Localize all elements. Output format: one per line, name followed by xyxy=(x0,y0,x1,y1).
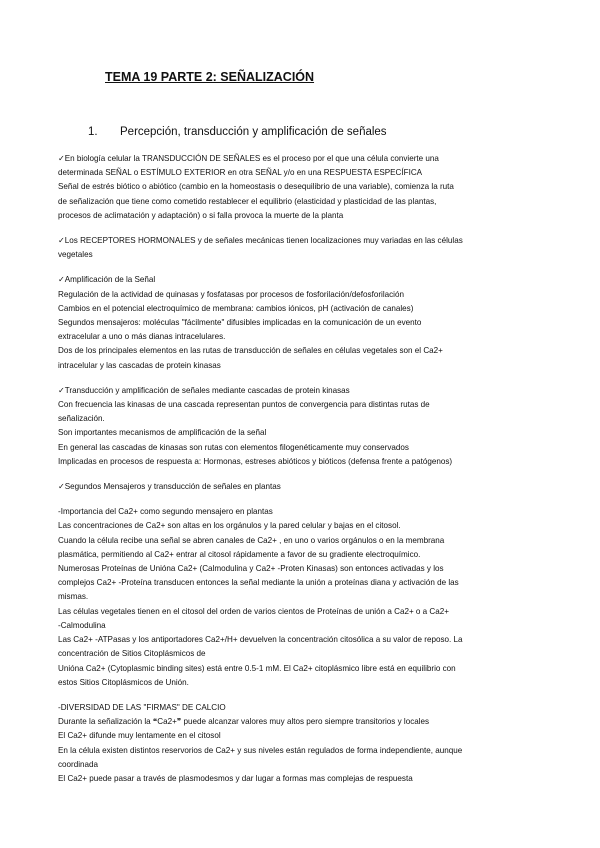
text-line: -Importancia del Ca2+ como segundo mensajero en plantas xyxy=(58,507,273,517)
text-line: coordinada xyxy=(58,759,99,769)
text-line: ✓Segundos Mensajeros y transducción de señales en plantas xyxy=(58,482,281,492)
text-line: -DIVERSIDAD DE LAS "FIRMAS" DE CALCIO xyxy=(58,702,226,712)
paragraph-gap xyxy=(58,469,558,480)
text-line: complejos Ca2+ -Proteína transducen entonces la señal mediante la unión a proteínas diana y activación de las xyxy=(58,578,459,588)
text-line: extracelular a uno o más dianas intracelulares. xyxy=(58,332,226,342)
text-line: plasmática, permitiendo al Ca2+ entrar al citosol rápidamente a favor de su gradiente electroquímico. xyxy=(58,549,421,559)
text-line: ✓Los RECEPTORES HORMONALES y de señales mecánicas tienen localizaciones muy variadas en las células xyxy=(58,236,463,246)
text-line: Segundos mensajeros: moléculas "fácilmente" difusibles implicadas en la comunicación de un evento xyxy=(58,318,422,328)
paragraph-gap xyxy=(58,494,558,505)
text-line: El Ca2+ difunde muy lentamente en el citosol xyxy=(58,731,221,741)
document-body xyxy=(58,152,558,786)
text-line: Las concentraciones de Ca2+ son altas en los orgánulos y la pared celular y bajas en el citosol. xyxy=(58,521,401,531)
paragraph-gap xyxy=(58,262,558,273)
section-heading-text: Percepción, transducción y amplificación de señales xyxy=(120,126,387,138)
text-line: ✓En biología celular la TRANSDUCCIÓN DE SEÑALES es el proceso por el que una célula convierte una xyxy=(58,154,439,163)
text-line: determinada SEÑAL o ESTÍMULO EXTERIOR en otra SEÑAL y/o en una RESPUESTA ESPECÍFICA xyxy=(58,168,423,178)
text-line: Unióna Ca2+ (Cytoplasmic binding sites) está entre 0.5-1 mM. El Ca2+ citoplásmico libre está en equilibrio con xyxy=(58,663,456,673)
paragraph-block xyxy=(58,234,558,262)
text-line: intracelular y las cascadas de protein kinasas xyxy=(58,360,221,370)
text-line: Las células vegetales tienen en el citosol del orden de varios cientos de Proteínas de unión a Ca2+ o a Ca2+ xyxy=(58,606,450,616)
text-line: Implicadas en procesos de respuesta a: Hormonas, estreses abióticos y bióticos (defensa frente a patógenos) xyxy=(58,456,453,466)
text-line: El Ca2+ puede pasar a través de plasmodesmos y dar lugar a formas mas complejas de respuesta xyxy=(58,773,413,783)
paragraph-gap xyxy=(58,223,558,234)
text-line: Durante la señalización la ❝Ca2+❞ puede alcanzar valores muy altos pero siempre transitorios y locales xyxy=(58,717,430,727)
text-line: de señalización que tiene como cometido restablecer el equilibrio (elasticidad y plasticidad de las plantas, xyxy=(58,196,437,206)
paragraph-block xyxy=(58,152,558,223)
paragraph-gap xyxy=(58,373,558,384)
paragraph-block xyxy=(58,505,558,690)
text-line: mismas. xyxy=(58,592,89,602)
paragraph-gap xyxy=(58,690,558,701)
text-line: Cuando la célula recibe una señal se abren canales de Ca2+ , en uno o varios orgánulos o en la membrana xyxy=(58,535,445,545)
paragraph-block xyxy=(58,384,558,469)
paragraph-block xyxy=(58,701,558,786)
text-line: -Calmodulina xyxy=(58,620,106,630)
text-line: En la célula existen distintos reservorios de Ca2+ y sus niveles están regulados de forma independiente, aunque xyxy=(58,745,463,755)
section-heading xyxy=(88,126,387,138)
text-line: Numerosas Proteínas de Unióna Ca2+ (Calmodulina y Ca2+ -Proten Kinasas) son entonces activadas y los xyxy=(58,564,444,574)
text-line: concentración de Sitios Citoplásmicos de xyxy=(58,649,206,659)
text-line: ✓Transducción y amplificación de señales mediante cascadas de protein kinasas xyxy=(58,385,350,395)
text-line: Las Ca2+ -ATPasas y los antiportadores Ca2+/H+ devuelven la concentración citosólica a su valor de reposo. La xyxy=(58,635,463,645)
text-line: Señal de estrés biótico o abiótico (cambio en la homeostasis o desequilibrio de una variable), comienza la ruta xyxy=(58,182,454,192)
text-line: En general las cascadas de kinasas son rutas con elementos filogenéticamente muy conservados xyxy=(58,442,409,452)
document-title: TEMA 19 PARTE 2: SEÑALIZACIÓN xyxy=(105,70,315,84)
paragraph-block xyxy=(58,480,558,494)
text-line: Regulación de la actividad de quinasas y fosfatasas por procesos de fosforilación/defosforilación xyxy=(58,289,404,299)
text-line: Dos de los principales elementos en las rutas de transducción de señales en células vegetales son el Ca2+ xyxy=(58,346,443,356)
text-line: procesos de aclimatación y adaptación) o si falla provoca la muerte de la planta xyxy=(58,210,344,220)
text-line: Con frecuencia las kinasas de una cascada representan puntos de convergencia para distintas rutas de xyxy=(58,400,430,410)
text-line: Cambios en el potencial electroquímico de membrana: cambios iónicos, pH (activación de canales) xyxy=(58,303,414,313)
section-number: 1. xyxy=(88,126,98,138)
paragraph-block xyxy=(58,273,558,372)
text-line: ✓Amplificación de la Señal xyxy=(58,275,156,285)
text-line: Son importantes mecanismos de amplificación de la señal xyxy=(58,428,267,438)
text-line: señalización. xyxy=(58,414,105,424)
text-line: vegetales xyxy=(58,250,93,260)
text-line: estos Sitios Citoplásmicos de Unión. xyxy=(58,677,189,687)
